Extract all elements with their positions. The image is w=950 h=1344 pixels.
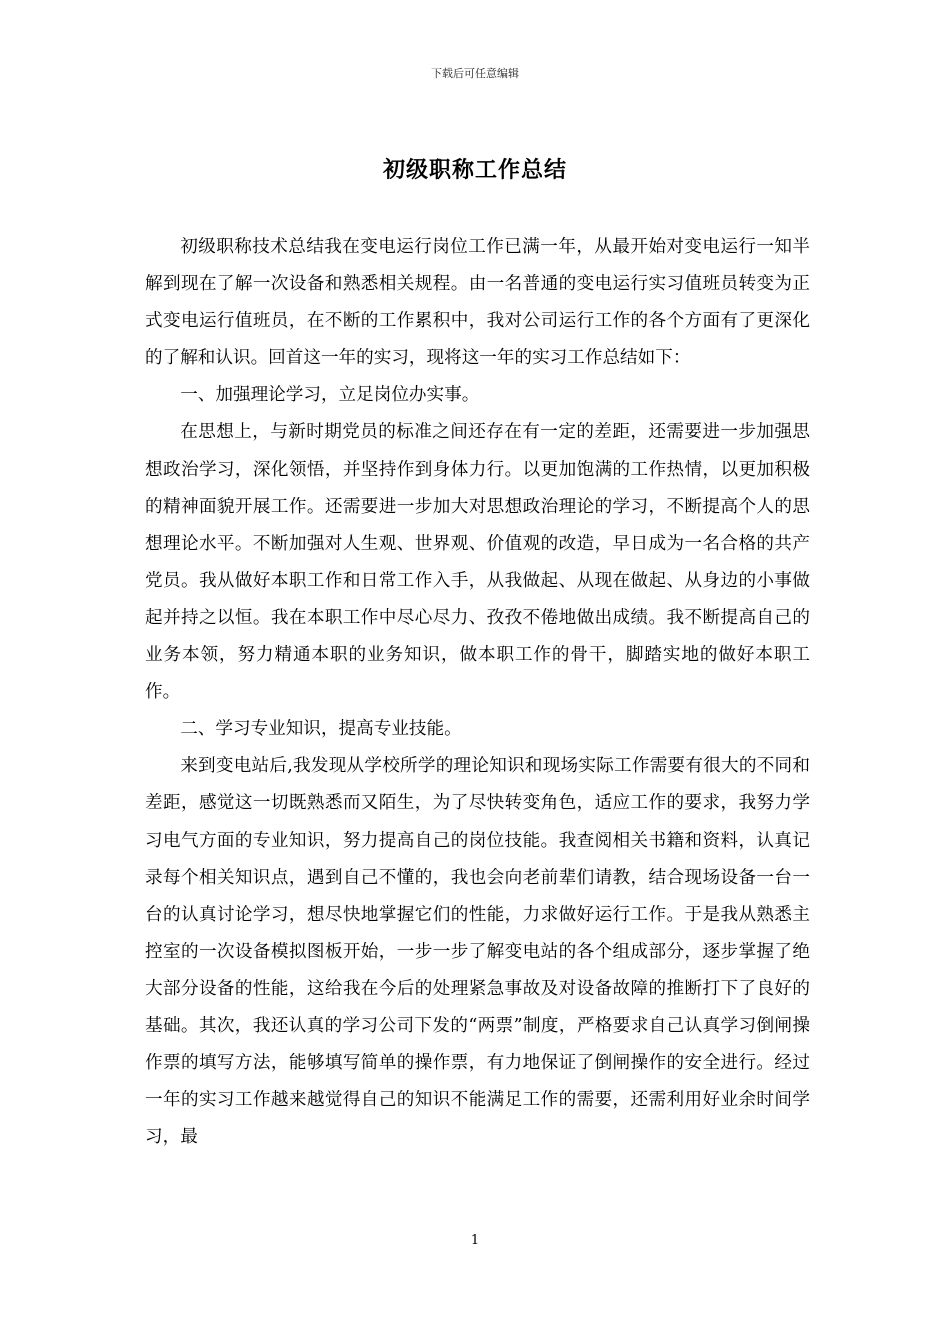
- page-number: 1: [470, 1233, 480, 1248]
- document-title: 初级职称工作总结: [382, 157, 567, 183]
- paragraph-section-1: 在思想上，与新时期党员的标准之间还存在有一定的差距，还需要进一步加强思想政治学习，深化领悟，并坚持作到身体力行。以更加饱满的工作热情，以更加积极的精神面貌开展工作。还需要进一步加大对思想政治理论的学习，不断提高个人的思想理论水平。不断加强对人生观、世界观、价值观的改造，早日成为一名合格的共产党员。我从做好本职工作和日常工作入手，从我做起、从现在做起、从身边的小事做起并持之以恒。我在本职工作中尽心尽力、孜孜不倦地做出成绩。我不断提高自己的业务本领，努力精通本职的业务知识，做本职工作的骨干，脚踏实地的做好本职工作。: [145, 422, 810, 703]
- header-note: 下载后可任意编辑: [431, 67, 519, 80]
- paragraph-intro: 初级职称技术总结我在变电运行岗位工作已满一年，从最开始对变电运行一知半解到现在了解一次设备和熟悉相关规程。由一名普通的变电运行实习值班员转变为正式变电运行值班员，在不断的工作累积中，我对公司运行工作的各个方面有了更深化的了解和认识。回首这一年的实习，现将这一年的实习工作总结如下：: [145, 237, 810, 369]
- section-heading-2: 二、学习专业知识，提高专业技能。: [180, 719, 462, 740]
- document-body: [145, 229, 810, 1156]
- section-heading-1: 一、加强理论学习，立足岗位办实事。: [180, 385, 480, 406]
- paragraph-section-2: 来到变电站后,我发现从学校所学的理论知识和现场实际工作需要有很大的不同和差距，感觉这一切既熟悉而又陌生，为了尽快转变角色，适应工作的要求，我努力学习电气方面的专业知识，努力提高自己的岗位技能。我查阅相关书籍和资料，认真记录每个相关知识点，遇到自己不懂的，我也会向老前辈们请教，结合现场设备一台一台的认真讨论学习，想尽快地掌握它们的性能，力求做好运行工作。于是我从熟悉主控室的一次设备模拟图板开始，一步一步了解变电站的各个组成部分，逐步掌握了绝大部分设备的性能，这给我在今后的处理紧急事故及对设备故障的推断打下了良好的基础。其次，我还认真的学习公司下发的“两票”制度，严格要求自己认真学习倒闸操作票的填写方法，能够填写简单的操作票，有力地保证了倒闸操作的安全进行。经过一年的实习工作越来越觉得自己的知识不能满足工作的需要，还需利用好业余时间学习，最: [145, 756, 810, 1148]
